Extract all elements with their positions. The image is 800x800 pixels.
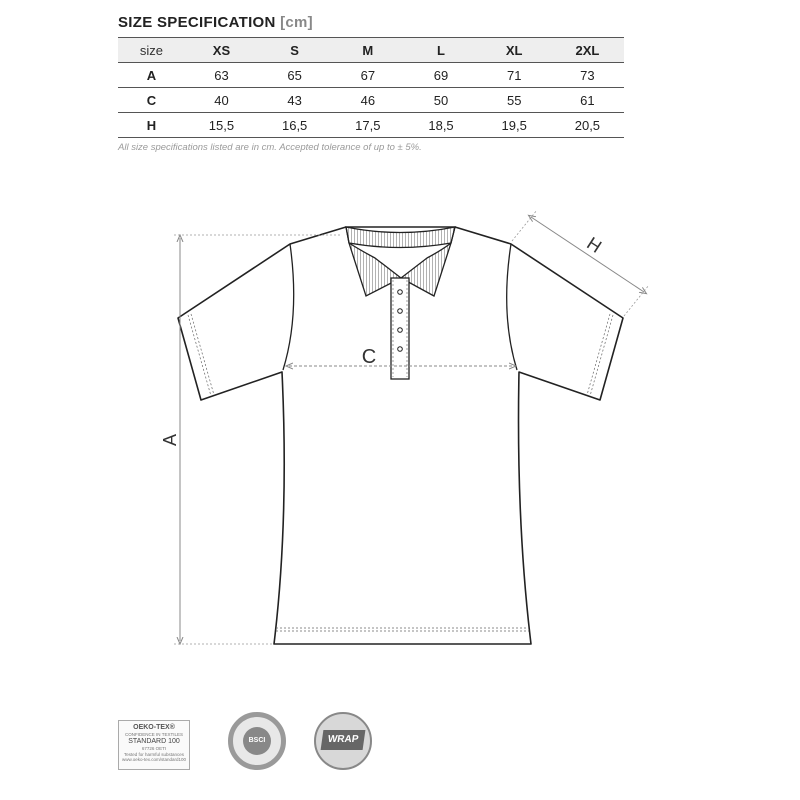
header-size: S <box>290 42 299 58</box>
table-cell: 18,5 <box>428 117 454 133</box>
button-icon <box>398 290 403 295</box>
tolerance-note: All size specifications listed are in cm. Accepted tolerance of up to ± 5%. <box>118 142 422 153</box>
row-label: C <box>146 92 157 108</box>
table-cell: 43 <box>287 92 302 108</box>
label-h: H <box>583 233 606 257</box>
button-icon <box>398 347 403 352</box>
label-c: C <box>361 346 377 368</box>
table-cell: 71 <box>506 67 522 83</box>
table-cell: 67 <box>360 67 376 83</box>
table-cell: 50 <box>433 92 449 108</box>
table-cell: 69 <box>433 67 449 83</box>
oeko-tex-logo: OEKO-TEX® CONFIDENCE IN TEXTILES STANDARD 100 67726 OETI Tested for harmful substances www.oeko-tex.com/standard100 <box>118 720 190 770</box>
button-icon <box>398 328 403 333</box>
table-cell: 17,5 <box>355 117 381 133</box>
table-cell: 63 <box>214 67 229 83</box>
table-cell: 46 <box>360 92 376 108</box>
label-a: A <box>160 433 180 447</box>
table-cell: 20,5 <box>574 117 601 133</box>
header-size: L <box>437 42 445 58</box>
header-size: XS <box>212 42 231 58</box>
bsci-seal-icon: BSCI <box>228 712 286 770</box>
header-size: M <box>362 42 374 58</box>
table-cell: 16,5 <box>281 117 308 133</box>
placket <box>391 278 409 379</box>
table-cell: 73 <box>580 67 595 83</box>
certification-logos <box>118 712 418 782</box>
table-cell: 55 <box>506 92 522 108</box>
wrap-seal-icon: WRAP <box>314 712 372 770</box>
table-cell: 65 <box>287 67 302 83</box>
header-size: 2XL <box>575 42 600 58</box>
table-cell: 19,5 <box>501 117 527 133</box>
row-label: A <box>146 67 157 83</box>
button-icon <box>398 309 403 314</box>
row-label: H <box>146 117 157 133</box>
table-cell: 15,5 <box>208 117 235 133</box>
table-cell: 61 <box>580 92 595 108</box>
header-size-label: size <box>139 42 163 58</box>
title-unit: [cm] <box>280 14 313 31</box>
table-cell: 40 <box>214 92 229 108</box>
title-main: SIZE SPECIFICATION <box>118 14 276 31</box>
header-size: XL <box>505 42 523 58</box>
